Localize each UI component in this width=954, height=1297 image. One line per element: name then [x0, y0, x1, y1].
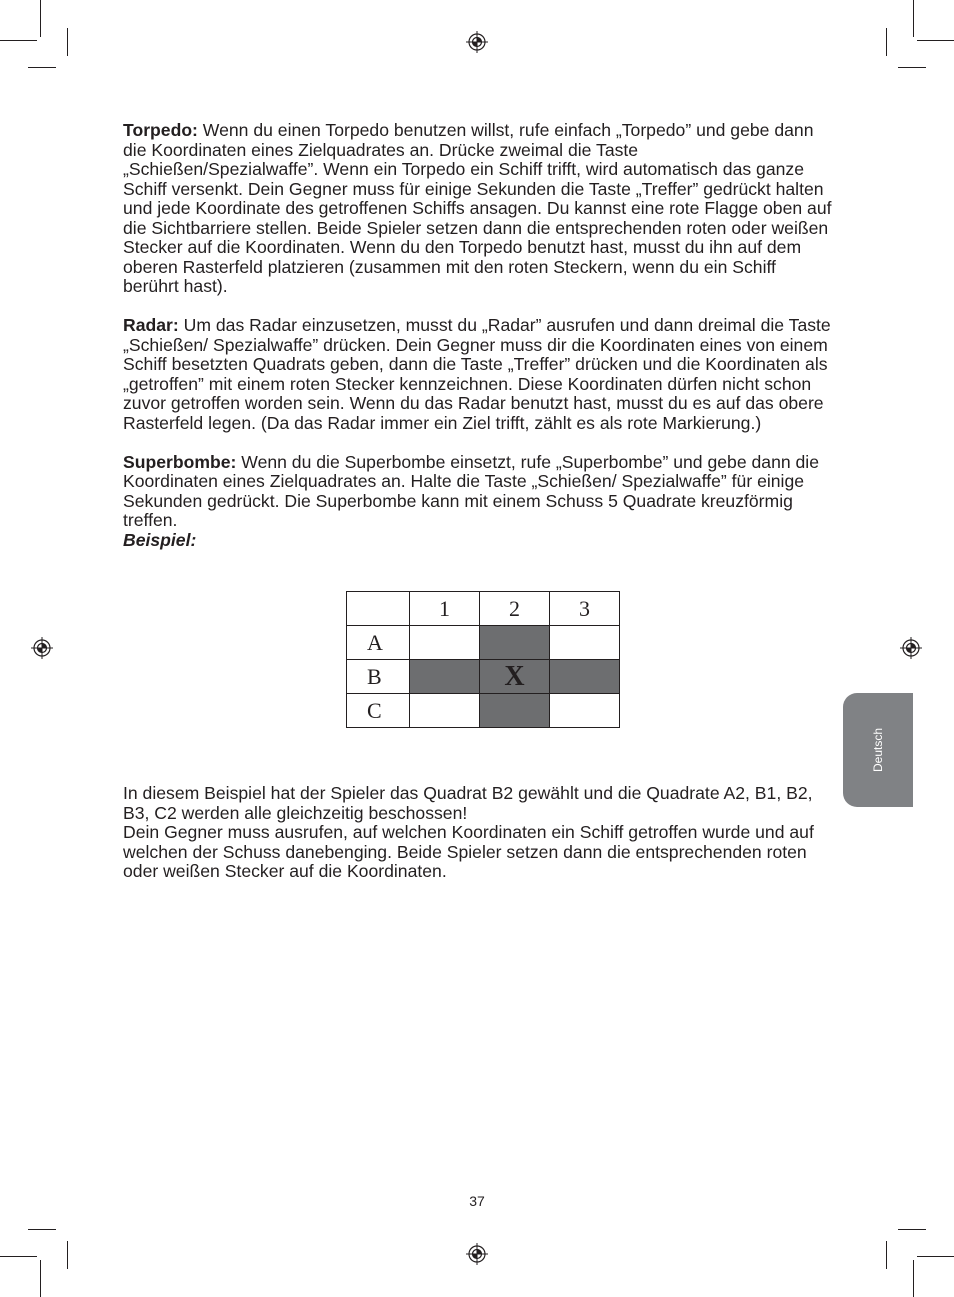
- explanation-line-1: In diesem Beispiel hat der Spieler das Quadrat B2 gewählt und die Quadrate A2, B1, B2, B3, C2 werden alle gleichzeitig beschossen!: [123, 783, 813, 823]
- grid-cell-a3: [550, 626, 620, 660]
- grid-cell-c1: [410, 694, 480, 728]
- grid-column-header: 1: [410, 592, 480, 626]
- crop-mark: [886, 28, 887, 56]
- crop-mark: [40, 0, 41, 37]
- torpedo-heading: Torpedo:: [123, 120, 198, 140]
- crop-mark: [917, 1256, 954, 1257]
- registration-mark-icon: [466, 1243, 488, 1265]
- radar-text: Um das Radar einzusetzen, musst du „Radar” ausrufen und dann dreimal die Taste „Schießen/ Spezialwaffe” drücken. Dein Gegner muss dir die Koordinaten eines von einem Schiff besetzten Quadrats geben, dann die Taste „Treffer” drücken und die Koordinaten als „getroffen” mit einem roten Stecker kennzeichnen. Diese Koordinaten dürfen nicht schon zuvor getroffen worden sein. Wenn du das Radar benutzt hast, musst du es auf das obere Rasterfeld legen. (Da das Radar immer ein Ziel trifft, zählt es als rote Markierung.): [123, 315, 831, 433]
- crop-mark: [0, 40, 37, 41]
- language-tab: [843, 693, 913, 807]
- registration-mark-icon: [466, 31, 488, 53]
- crop-mark: [913, 0, 914, 37]
- grid-row-header: B: [347, 660, 410, 694]
- torpedo-text: Wenn du einen Torpedo benutzen willst, rufe einfach „Torpedo” und gebe dann die Koordinaten eines Zielquadrates an. Drücke zweimal die Taste „Schießen/Spezialwaffe”. Wenn ein Torpedo ein Schiff trifft, wird automatisch das ganze Schiff versenkt. Dein Gegner muss für einige Sekunden die Taste „Treffer” gedrückt halten und jede Koordinate des getroffenen Schiffs ansagen. Du kannst eine rote Flagge oben auf die Sichtbarriere stellen. Beide Spieler setzen dann die entsprechenden roten oder weißen Stecker auf die Koordinaten. Wenn du den Torpedo benutzt hast, musst du ihn auf dem oberen Rasterfeld platzieren (zusammen mit den roten Steckern, wenn du ein Schiff berührt hast).: [123, 120, 832, 296]
- crop-mark: [917, 40, 954, 41]
- crop-mark: [886, 1241, 887, 1269]
- crop-mark: [913, 1260, 914, 1297]
- example-grid: [346, 591, 620, 728]
- registration-mark-icon: [900, 637, 922, 659]
- crop-mark: [40, 1260, 41, 1297]
- grid-column-header: 2: [480, 592, 550, 626]
- example-explanation: [123, 784, 835, 882]
- page-number: 37: [469, 1193, 485, 1209]
- radar-heading: Radar:: [123, 315, 179, 335]
- grid-corner-cell: [347, 592, 410, 626]
- crop-mark: [0, 1256, 37, 1257]
- superbombe-heading: Superbombe:: [123, 451, 237, 472]
- language-tab-label: Deutsch: [871, 727, 885, 773]
- grid-cell-b2-target: X: [480, 660, 550, 694]
- crop-mark: [28, 67, 56, 68]
- grid-cell-a1: [410, 626, 480, 660]
- grid-cell-c3: [550, 694, 620, 728]
- grid-cell-c2: [480, 694, 550, 728]
- crop-mark: [67, 28, 68, 56]
- radar-paragraph: [123, 316, 835, 433]
- grid-row-header: C: [347, 694, 410, 728]
- main-content: [123, 121, 835, 550]
- crop-mark: [28, 1229, 56, 1230]
- grid-row-b: [347, 660, 620, 694]
- superbombe-paragraph: [123, 453, 835, 531]
- registration-mark-icon: [31, 637, 53, 659]
- grid-cell-b3: [550, 660, 620, 694]
- explanation-line-2: Dein Gegner muss ausrufen, auf welchen Koordinaten ein Schiff getroffen wurde und auf welchen der Schuss danebenging. Beide Spieler setzen dann die entsprechenden roten oder weißen Stecker auf die Koordinaten.: [123, 822, 814, 881]
- grid-row-header: A: [347, 626, 410, 660]
- superbombe-text: Wenn du die Superbombe einsetzt, rufe „Superbombe” und gebe dann die Koordinaten eines Zielquadrates an. Halte die Taste „Schießen/ Spezialwaffe” für einige Sekunden gedrückt. Die Superbombe kann mit einem Schuss 5 Quadrate kreuzförmig treffen.: [123, 451, 820, 530]
- grid-header-row: [347, 592, 620, 626]
- crop-mark: [67, 1241, 68, 1269]
- crop-mark: [898, 67, 926, 68]
- example-label: Beispiel:: [123, 529, 197, 550]
- grid-row-c: [347, 694, 620, 728]
- grid-row-a: [347, 626, 620, 660]
- grid-cell-a2: [480, 626, 550, 660]
- torpedo-paragraph: [123, 121, 835, 297]
- grid-column-header: 3: [550, 592, 620, 626]
- crop-mark: [898, 1229, 926, 1230]
- grid-cell-b1: [410, 660, 480, 694]
